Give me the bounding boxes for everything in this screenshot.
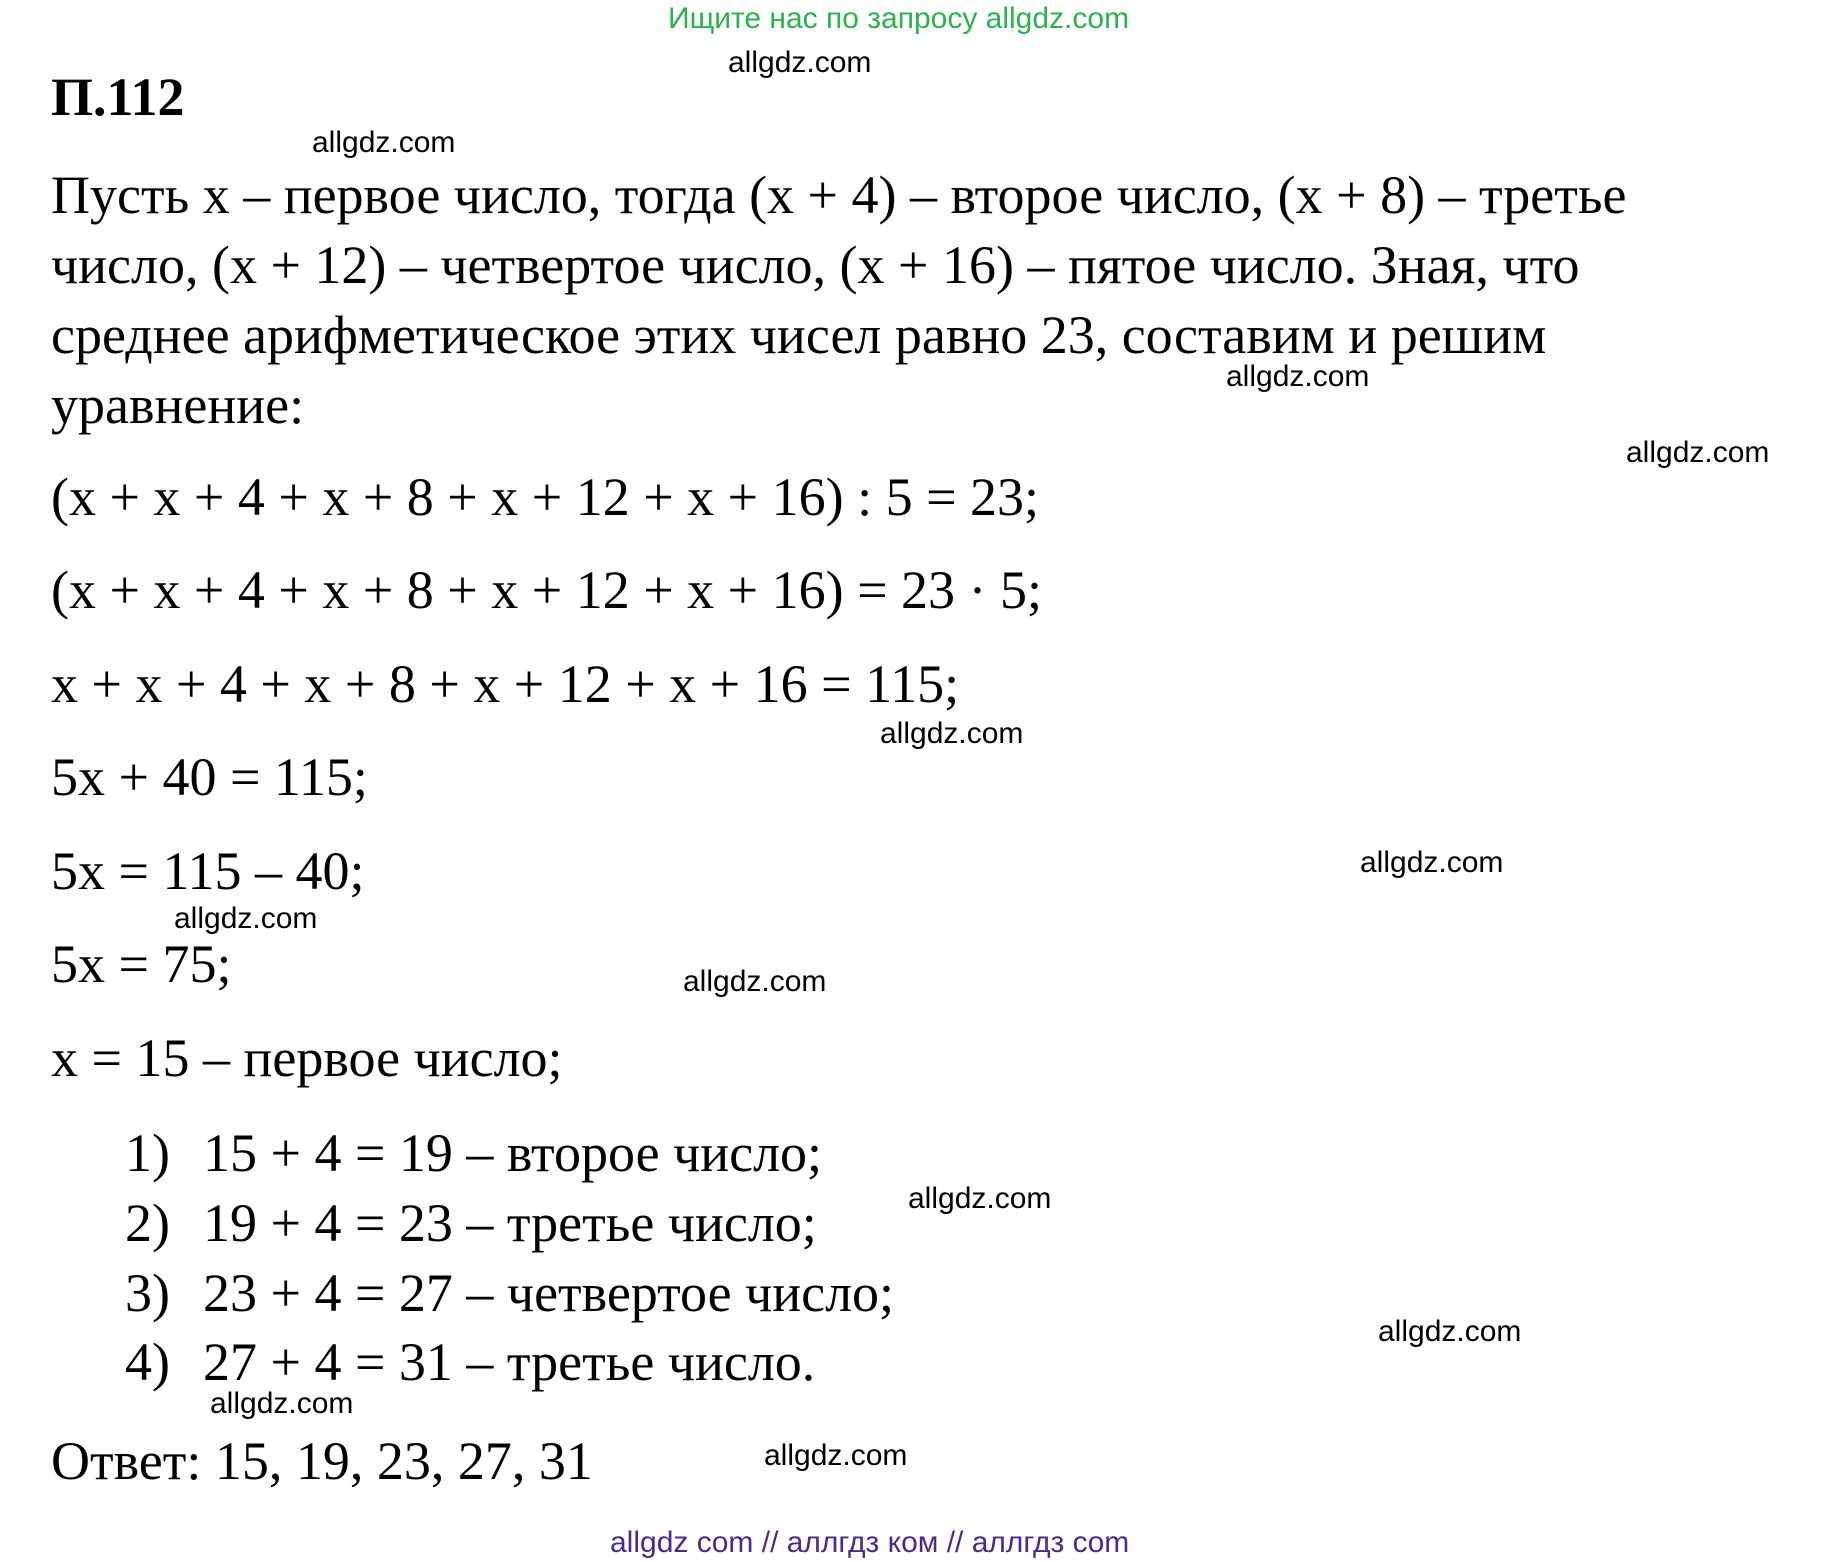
step-text: 23 + 4 = 27 – четвертое число;: [203, 1263, 895, 1323]
watermark: allgdz.com: [1360, 846, 1504, 879]
step-number: 3): [125, 1263, 170, 1323]
step-item: [125, 1193, 817, 1253]
equation-line: (x + x + 4 + x + 8 + x + 12 + x + 16) = 23 · 5;: [51, 560, 1043, 620]
intro-line: число, (x + 12) – четвертое число, (x + 16) – пятое число. Зная, что: [51, 235, 1580, 295]
watermark: allgdz.com: [312, 126, 456, 159]
footer-banner: allgdz com // аллгдз ком // аллгдз com: [610, 1526, 1130, 1559]
step-number: 1): [125, 1123, 170, 1183]
intro-line: Пусть x – первое число, тогда (x + 4) – второе число, (x + 8) – третье: [51, 165, 1627, 225]
watermark: allgdz.com: [728, 46, 872, 79]
watermark: allgdz.com: [210, 1387, 354, 1420]
step-item: [125, 1263, 895, 1323]
watermark: allgdz.com: [1626, 436, 1770, 469]
step-text: 15 + 4 = 19 – второе число;: [203, 1123, 823, 1183]
step-text: 19 + 4 = 23 – третье число;: [203, 1193, 817, 1253]
watermark: allgdz.com: [1378, 1315, 1522, 1348]
step-item: [125, 1332, 816, 1392]
watermark: allgdz.com: [908, 1182, 1052, 1215]
step-number: 2): [125, 1193, 170, 1253]
watermark: allgdz.com: [1226, 360, 1370, 393]
step-text: 27 + 4 = 31 – третье число.: [203, 1332, 816, 1392]
equation-line: x + x + 4 + x + 8 + x + 12 + x + 16 = 115;: [51, 654, 960, 714]
equation-line: x = 15 – первое число;: [51, 1028, 563, 1088]
watermark: allgdz.com: [174, 902, 318, 935]
equation-line: 5x + 40 = 115;: [51, 747, 368, 807]
intro-line: среднее арифметическое этих чисел равно 23, составим и решим: [51, 305, 1547, 365]
equation-line: 5x = 75;: [51, 934, 232, 994]
header-banner: Ищите нас по запросу allgdz.com: [668, 2, 1130, 35]
watermark: allgdz.com: [764, 1439, 908, 1472]
intro-line: уравнение:: [51, 375, 305, 435]
equation-line: (x + x + 4 + x + 8 + x + 12 + x + 16) : 5 = 23;: [51, 467, 1040, 527]
step-item: [125, 1123, 823, 1183]
watermark: allgdz.com: [683, 965, 827, 998]
watermark: allgdz.com: [880, 717, 1024, 750]
equation-line: 5x = 115 – 40;: [51, 841, 365, 901]
step-number: 4): [125, 1332, 170, 1392]
answer-line: Ответ: 15, 19, 23, 27, 31: [51, 1431, 593, 1491]
problem-title: П.112: [51, 67, 185, 127]
